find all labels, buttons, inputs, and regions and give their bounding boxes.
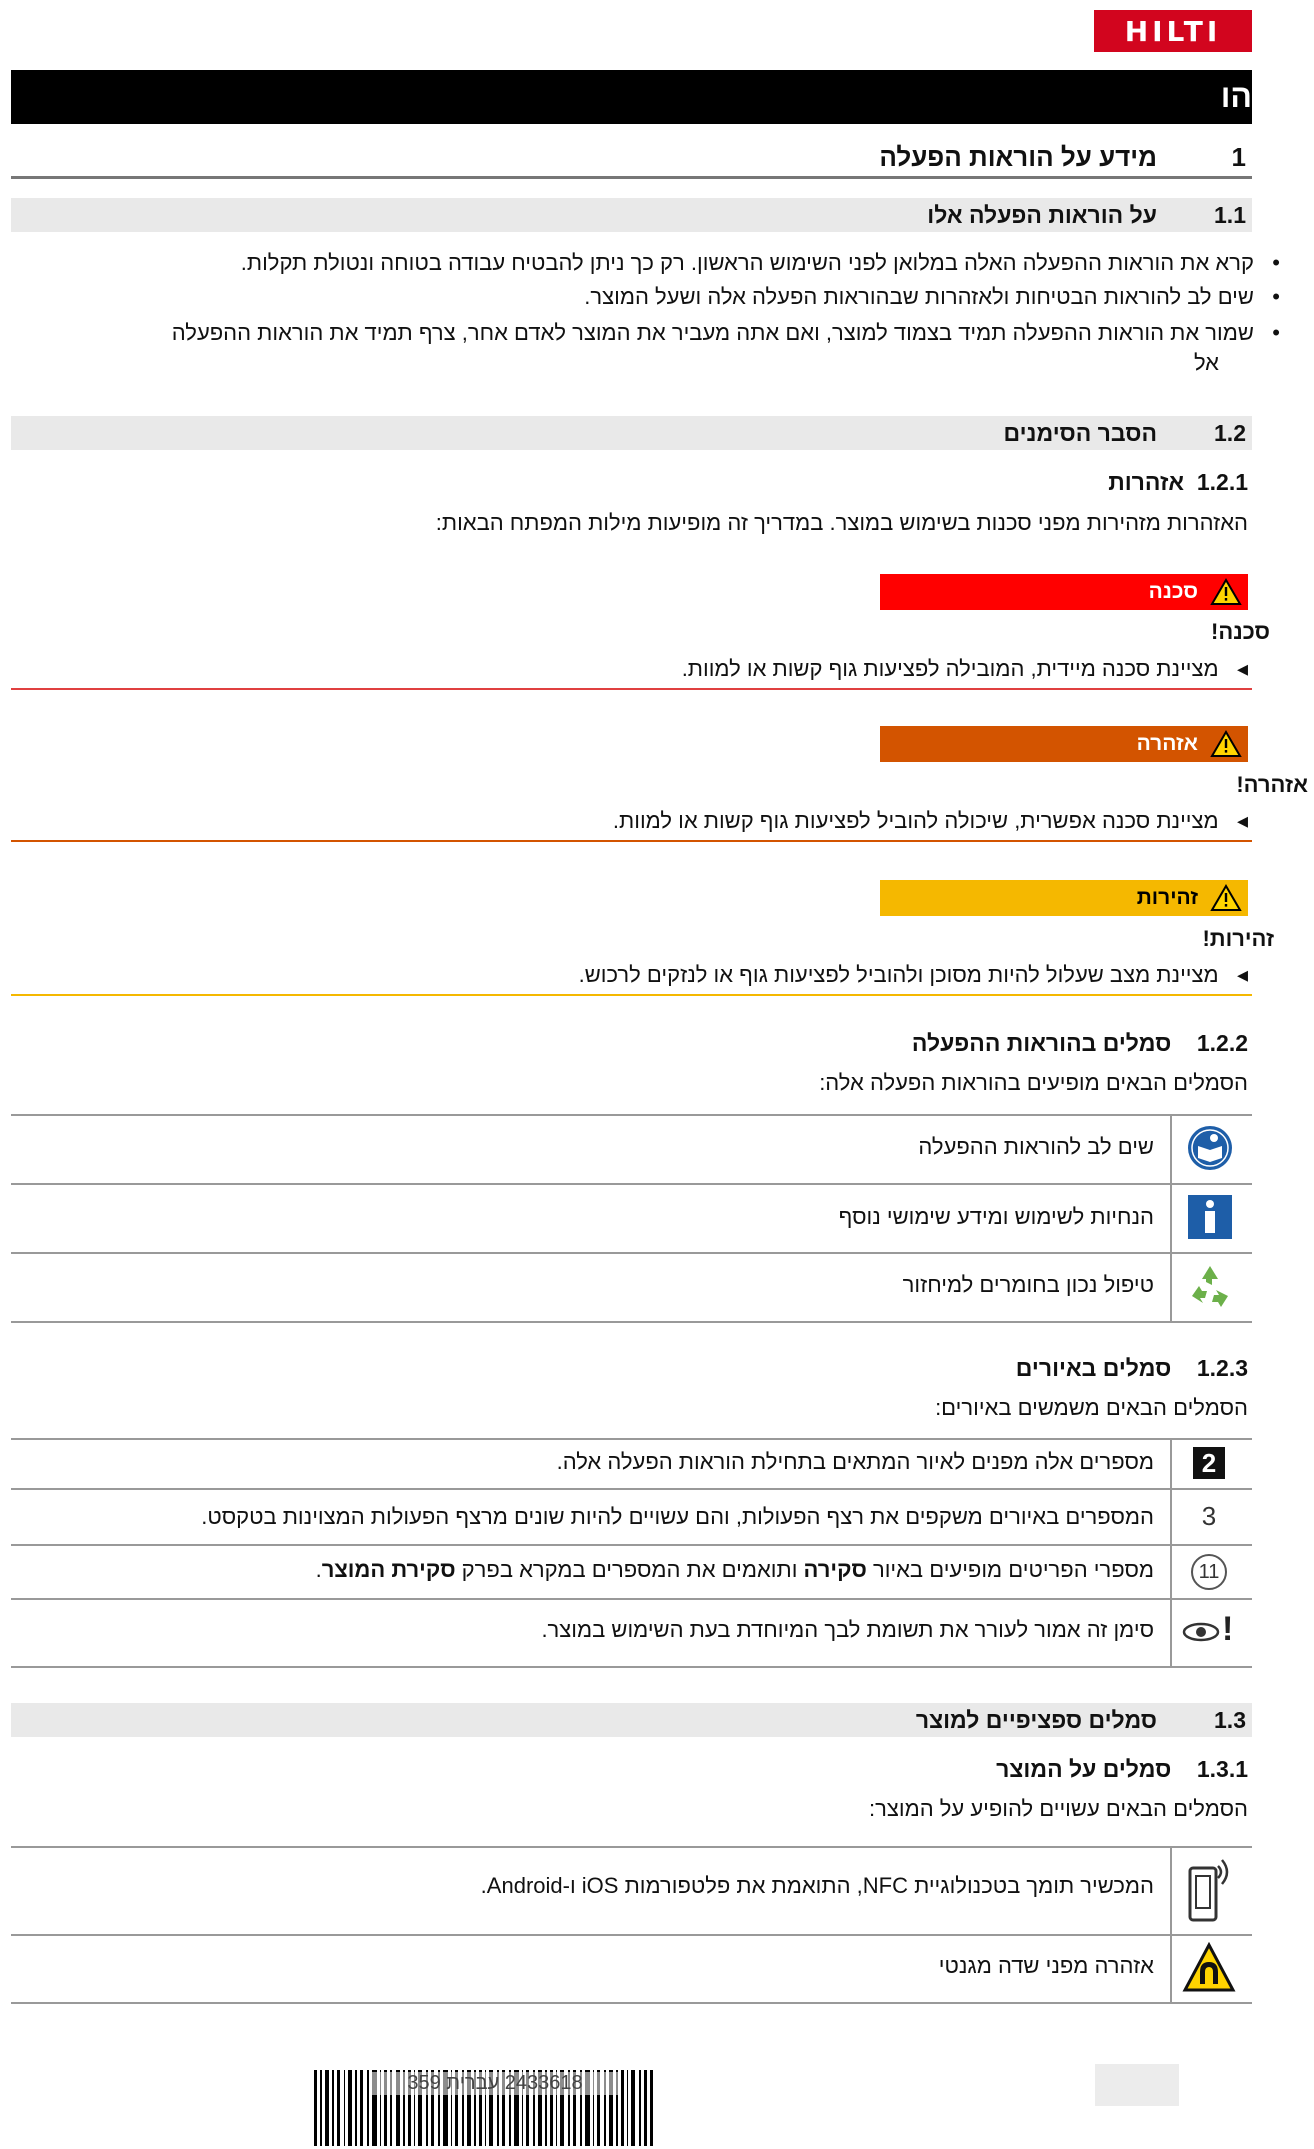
section-1-heading: [11, 140, 1252, 179]
product-symbol-text: המכשיר תומך בטכנולוגיית NFC, התואמת את פלטפורמות iOS ו-Android.: [480, 1873, 1154, 1898]
table-border: [11, 1321, 1252, 1323]
bullet-continuation: אל: [1193, 350, 1219, 375]
step-number-symbol: 3: [1201, 1501, 1217, 1531]
illustration-symbol-text: מספרים אלה מפנים לאיור המתאים בתחילת הוראות הפעלה אלה.: [556, 1449, 1154, 1474]
section-number: 1.1: [1214, 202, 1246, 228]
table-column-divider: [1170, 1846, 1172, 2002]
section-title: סמלים ספציפיים למוצר: [915, 1707, 1157, 1733]
caution-banner: זהירות: [880, 880, 1248, 916]
bullet-item: • שים לב להוראות הבטיחות ולאזהרות שבהוראות הפעלה אלה ושעל המוצר.: [584, 284, 1280, 309]
section-1-3-heading: [11, 1703, 1252, 1737]
magnetic-field-warning-icon: [1182, 1942, 1236, 1994]
section-1-1-heading: [11, 198, 1252, 232]
caution-divider: [11, 994, 1252, 996]
section-number: 1.3: [1214, 1707, 1246, 1733]
read-manual-icon: [1186, 1124, 1234, 1172]
table-border: [11, 1934, 1252, 1936]
item-number-symbol: 11: [1191, 1554, 1227, 1590]
danger-divider: [11, 688, 1252, 690]
product-symbols-intro: הסמלים הבאים עשויים להופיע על המוצר:: [869, 1796, 1248, 1821]
warning-triangle-icon: [1210, 730, 1242, 758]
illustration-symbols-intro: הסמלים הבאים משמשים באיורים:: [935, 1395, 1248, 1420]
info-icon: [1186, 1193, 1234, 1241]
illustration-symbol-text: המספרים באיורים משקפים את רצף הפעולות, והם עשויים להיות שונים מרצף הפעולות המצוינות בטקסט.: [201, 1504, 1154, 1529]
manual-symbol-text: הנחיות לשימוש ומידע שימושי נוסף: [838, 1204, 1154, 1229]
manual-symbol-text: שים לב להוראות ההפעלה: [918, 1134, 1154, 1159]
section-title: על הוראות הפעלה אלו: [927, 202, 1157, 228]
table-border: [11, 1183, 1252, 1185]
subsection-1-3-1-heading: 1.3.1 סמלים על המוצר: [996, 1756, 1248, 1782]
warning-triangle-icon: [1210, 884, 1242, 912]
danger-signal-word: סכנה!: [1211, 619, 1270, 644]
product-symbol-text: אזהרה מפני שדה מגנטי: [938, 1953, 1154, 1978]
manual-symbols-intro: הסמלים הבאים מופיעים בהוראות הפעלה אלה:: [819, 1070, 1248, 1095]
section-1-2-heading: [11, 416, 1252, 450]
attention-eye-icon: !: [1182, 1610, 1242, 1650]
table-border: [11, 1438, 1252, 1440]
barcode-label: 2433618 עברית 359: [370, 2072, 620, 2095]
subsection-1-2-2-heading: 1.2.2 סמלים בהוראות ההפעלה: [911, 1030, 1248, 1056]
warning-description: ◂ מציינת סכנה אפשרית, שיכולה להוביל לפציעות גוף קשות או למוות.: [612, 808, 1248, 833]
warning-signal-word: אזהרה!: [1236, 772, 1308, 797]
warnings-intro: האזהרות מזהירות מפני סכנות בשימוש במוצר. במדריך זה מופיעות מילות המפתח הבאות:: [435, 510, 1248, 535]
caution-signal-word: זהירות!: [1202, 926, 1274, 951]
section-number: 1.2: [1214, 420, 1246, 446]
hilti-logo: HILTI: [1094, 10, 1252, 52]
danger-description: ◂ מציינת סכנה מיידית, המובילה לפציעות גוף קשות או למוות.: [681, 656, 1248, 681]
table-border: [11, 1846, 1252, 1848]
warning-banner: אזהרה: [880, 726, 1248, 762]
section-title: הסבר הסימנים: [1003, 420, 1157, 446]
illustration-symbol-text: מספרי הפריטים מופיעים באיור סקירה ותואמים את המספרים במקרא בפרק סקירת המוצר.: [315, 1557, 1154, 1582]
table-border: [11, 1544, 1252, 1546]
figure-number-symbol: 2: [1193, 1447, 1225, 1479]
warning-divider: [11, 840, 1252, 842]
subsection-1-2-3-heading: 1.2.3 סמלים באיורים: [1015, 1355, 1248, 1381]
table-border: [11, 1252, 1252, 1254]
table-column-divider: [1170, 1114, 1172, 1321]
bullet-item: • שמור את הוראות ההפעלה תמיד בצמוד למוצר, ואם אתה מעביר את המוצר לאדם אחר, צרף תמיד את הוראות ההפעלה: [171, 320, 1280, 345]
table-column-divider: [1170, 1438, 1172, 1666]
table-border: [11, 1598, 1252, 1600]
caution-description: ◂ מציינת מצב שעלול להיות מסוכן ולהוביל לפציעות גוף או לנזקים לרכוש.: [578, 962, 1248, 987]
warning-triangle-icon: [1210, 578, 1242, 606]
table-border: [11, 1114, 1252, 1116]
recycle-icon: [1186, 1262, 1234, 1310]
manual-symbol-text: טיפול נכון בחומרים למיחזור: [902, 1272, 1154, 1297]
danger-banner: סכנה: [880, 574, 1248, 610]
section-title: מידע על הוראות הפעלה: [879, 142, 1157, 172]
illustration-symbol-text: סימן זה אמור לעורר את תשומת לבך המיוחדת בעת השימוש במוצר.: [541, 1617, 1154, 1642]
subsection-1-2-1-heading: 1.2.1 אזהרות: [1108, 469, 1248, 495]
section-number: 1: [1231, 142, 1246, 172]
table-border: [11, 2002, 1252, 2004]
nfc-phone-icon: [1182, 1852, 1238, 1928]
bullet-item: • קרא את הוראות ההפעלה האלה במלואן לפני השימוש הראשון. רק כך ניתן להבטיח עבודה בטוחה ונטולת תקלות.: [240, 250, 1280, 275]
chapter-title: הו: [1220, 78, 1252, 114]
table-border: [11, 1488, 1252, 1490]
chapter-header-bar: [11, 70, 1252, 124]
table-border: [11, 1666, 1252, 1668]
page-number-box: [1095, 2064, 1179, 2106]
